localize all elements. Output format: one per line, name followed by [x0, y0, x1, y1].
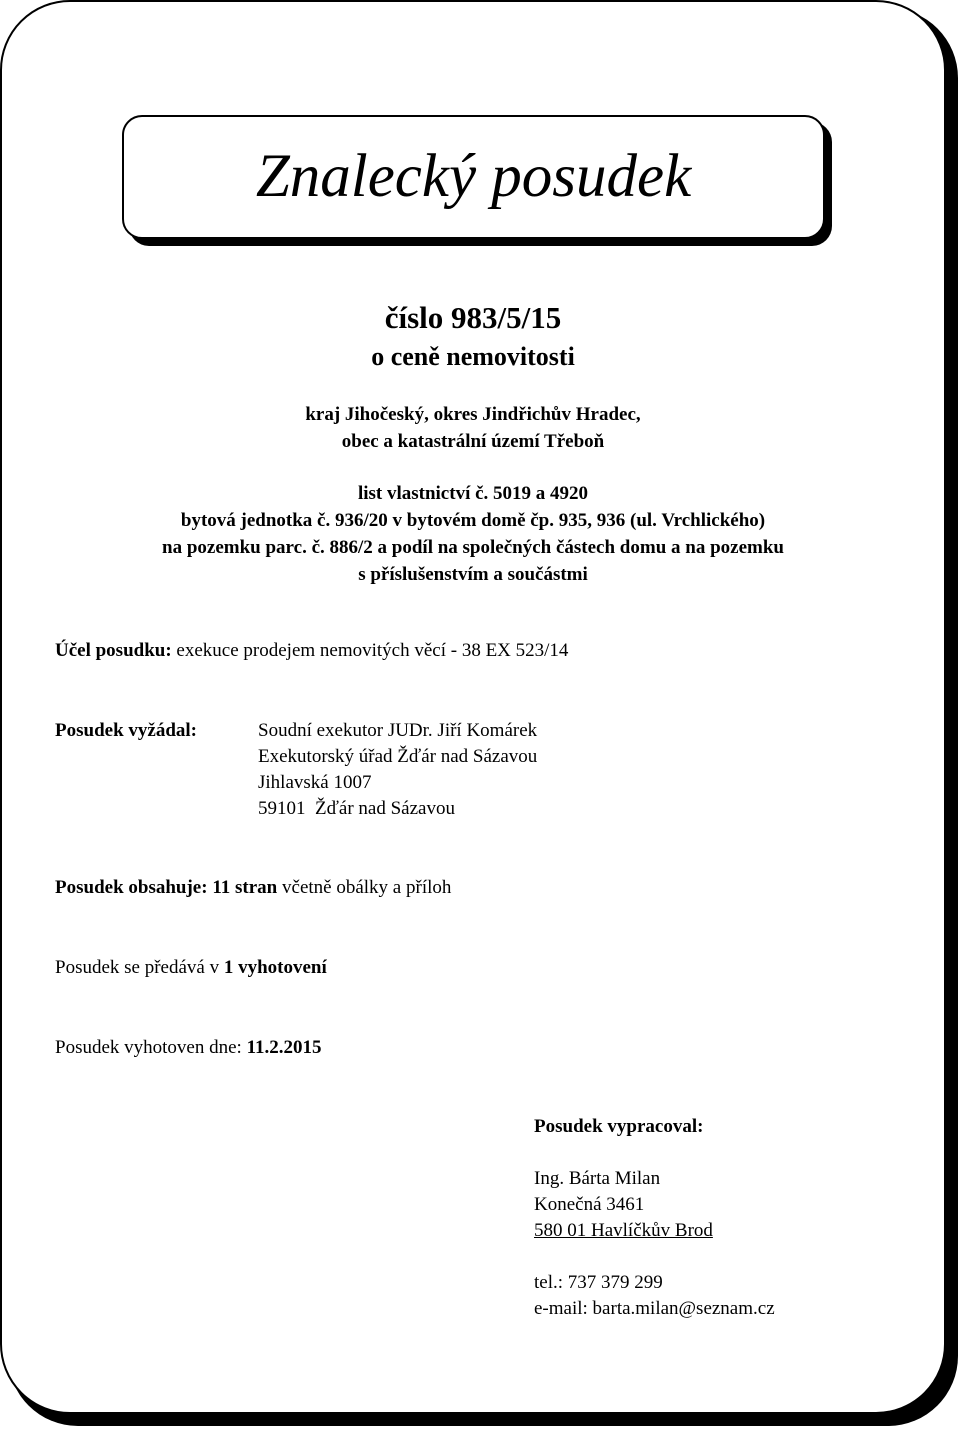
property-line-1: list vlastnictví č. 5019 a 4920 [357, 483, 589, 504]
requested-by-line-2: Exekutorský úřad Žďár nad Sázavou [258, 746, 538, 767]
author-name: Ing. Bárta Milan [534, 1168, 661, 1189]
requested-by-line-3: Jihlavská 1007 [258, 772, 372, 793]
document-subject: o ceně nemovitosti [371, 342, 575, 371]
purpose-value: exekuce prodejem nemovitých věcí - 38 EX 523/14 [176, 640, 569, 661]
author-city: 580 01 Havlíčkův Brod [534, 1220, 713, 1241]
author-phone: tel.: 737 379 299 [534, 1272, 663, 1293]
requested-by-label: Posudek vyžádal: [55, 720, 197, 741]
copies-label: Posudek se předává v [55, 957, 220, 978]
author-label: Posudek vypracoval: [534, 1116, 704, 1137]
title-box [122, 115, 825, 239]
requested-by-line-1: Soudní exekutor JUDr. Jiří Komárek [258, 720, 538, 741]
date-value: 11.2.2015 [246, 1037, 322, 1058]
document-title: Znalecký posudek [255, 143, 692, 210]
date-label: Posudek vyhotoven dne: [55, 1037, 242, 1058]
purpose-label: Účel posudku: [55, 640, 172, 661]
copies-value: 1 vyhotovení [223, 957, 327, 978]
contents-row [55, 877, 451, 899]
requested-by-line-4: 59101 Žďár nad Sázavou [258, 798, 455, 819]
property-line-2: bytová jednotka č. 936/20 v bytovém domě čp. 935, 936 (ul. Vrchlického) [180, 510, 766, 531]
contents-pages: 11 stran [212, 877, 278, 898]
property-line-4: s příslušenstvím a součástmi [358, 564, 588, 585]
author-street: Konečná 3461 [534, 1194, 645, 1215]
copies-row [55, 957, 327, 979]
property-line-3: na pozemku parc. č. 886/2 a podíl na společných částech domu a na pozemku [162, 537, 784, 558]
purpose-row [55, 640, 568, 662]
location-line-2: obec a katastrální území Třeboň [341, 431, 605, 452]
contents-rest: včetně obálky a příloh [282, 877, 452, 898]
document-number: číslo 983/5/15 [384, 300, 562, 335]
author-email: e-mail: barta.milan@seznam.cz [534, 1298, 775, 1319]
contents-label: Posudek obsahuje: [55, 877, 208, 898]
location-line-1: kraj Jihočeský, okres Jindřichův Hradec, [305, 404, 641, 425]
date-row [55, 1037, 322, 1059]
